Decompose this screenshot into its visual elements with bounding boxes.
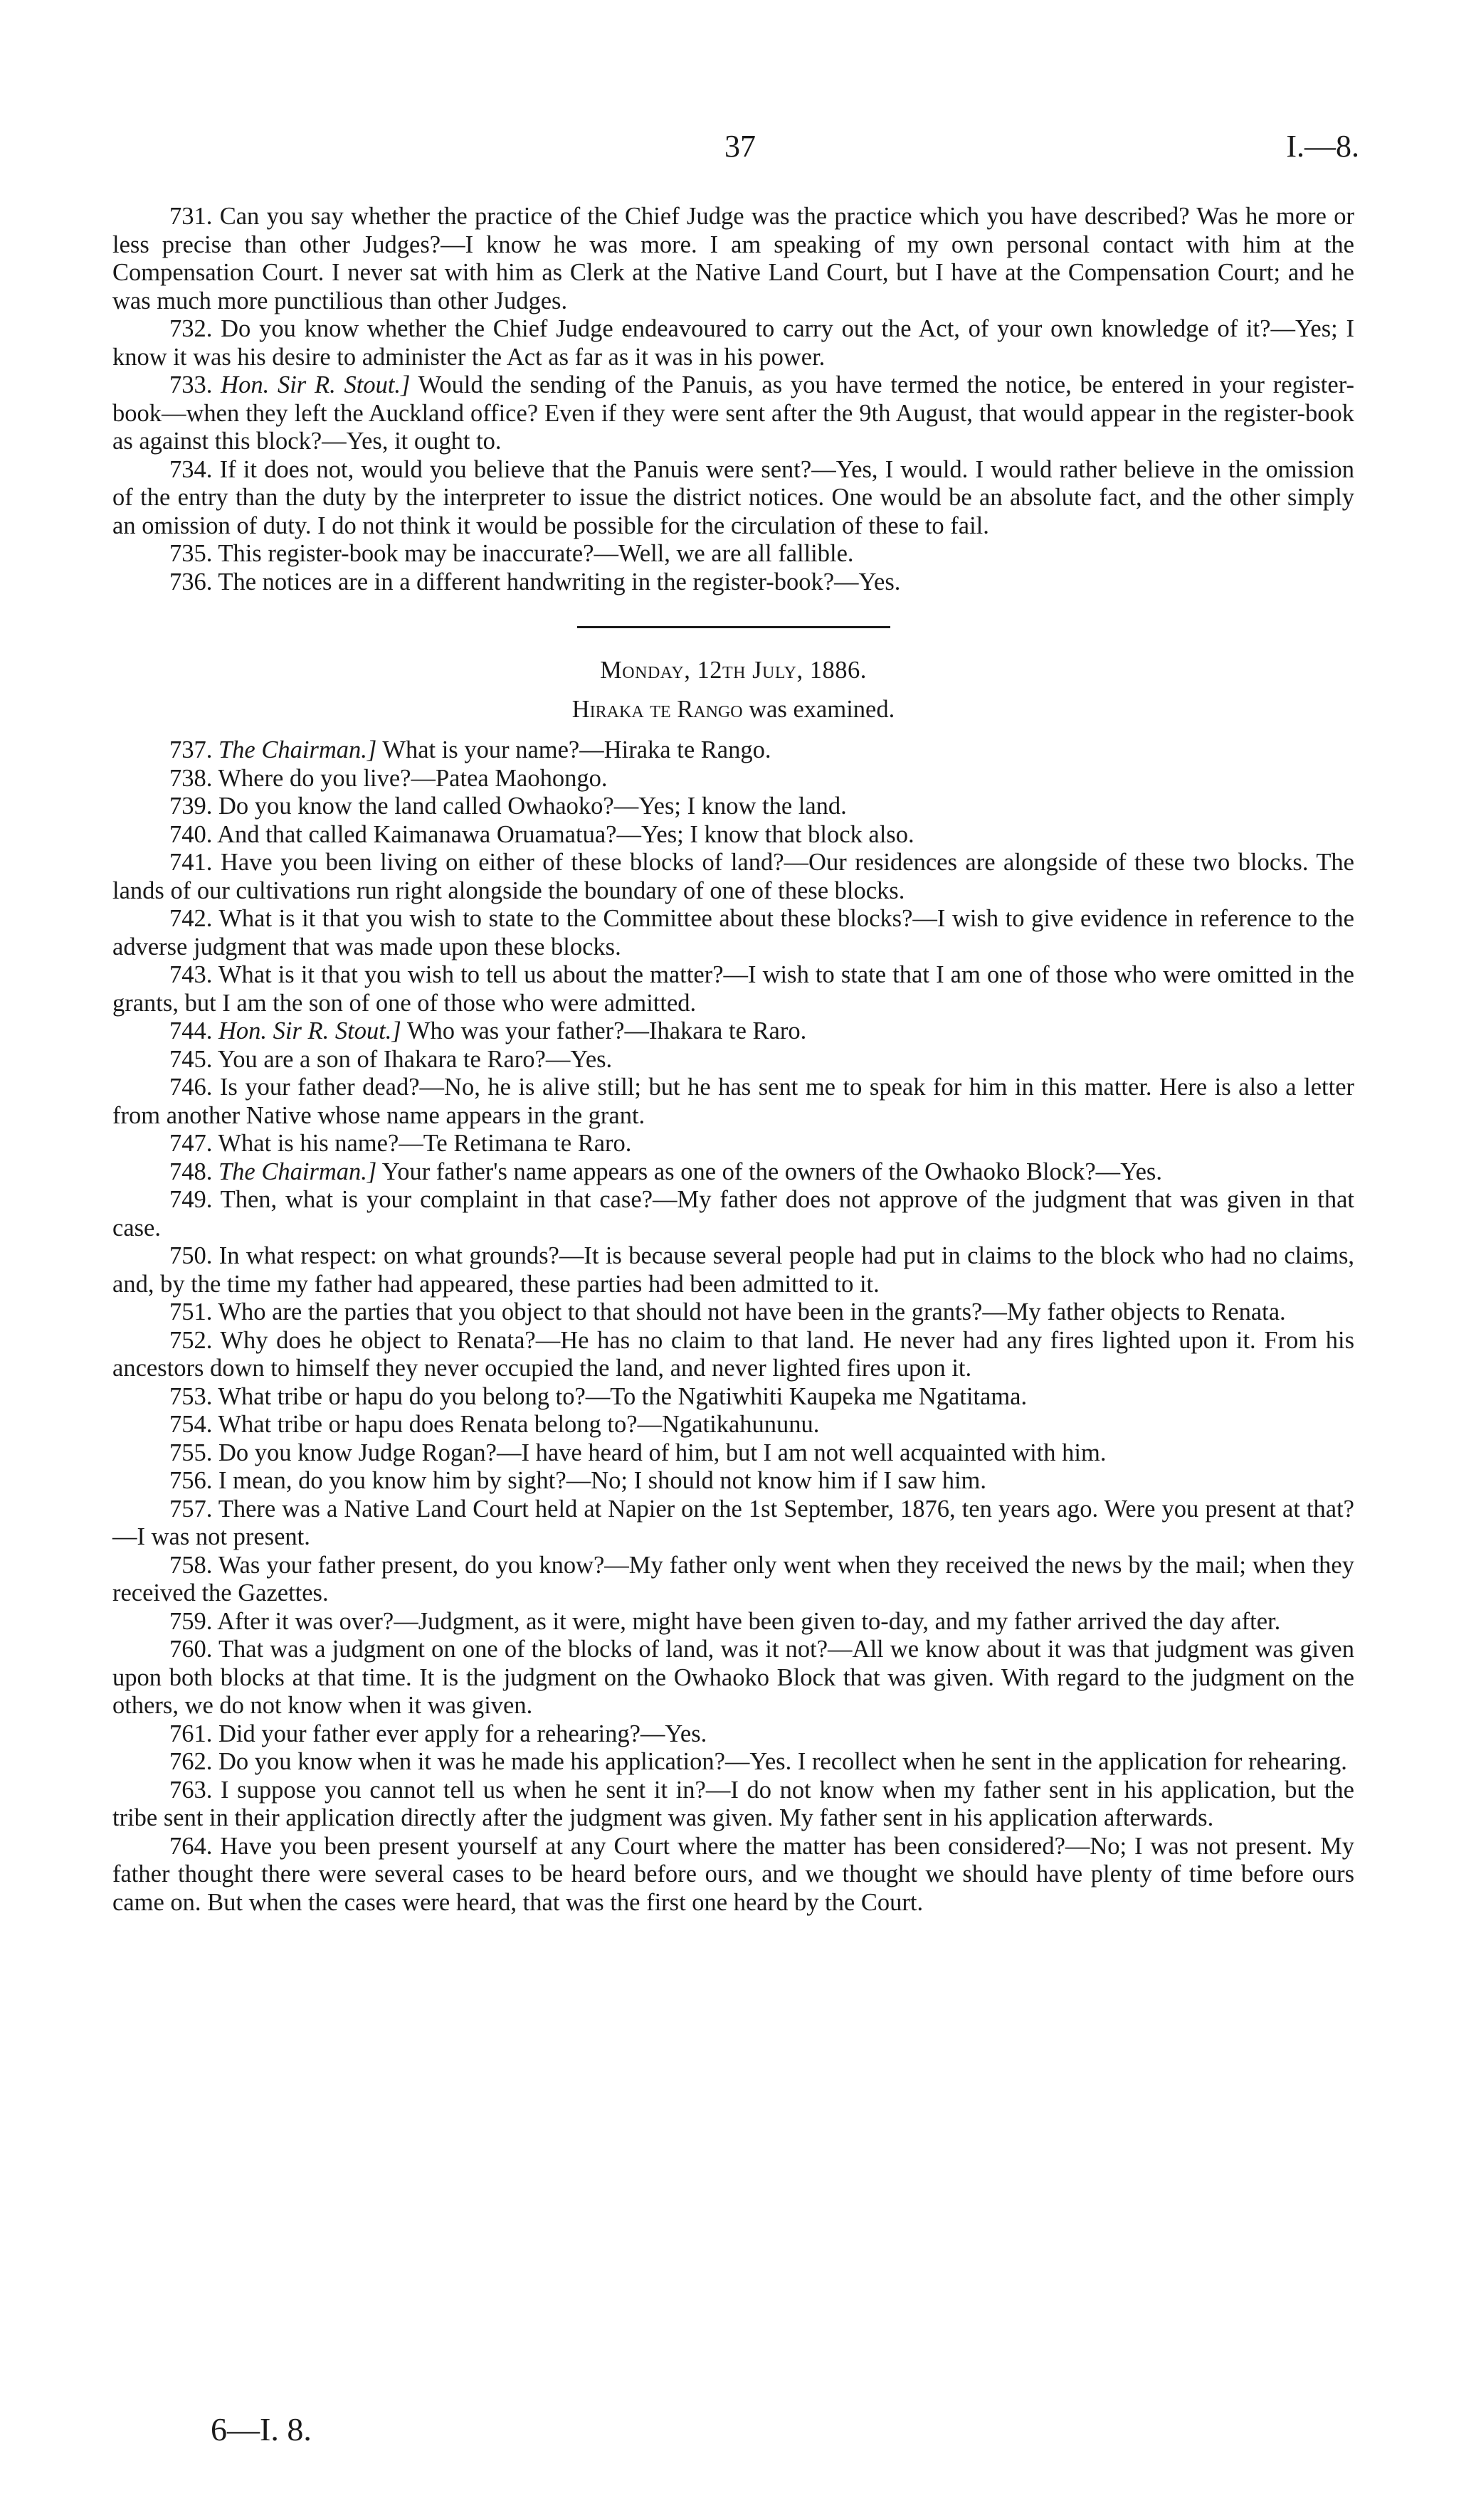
question-number: 746. [169, 1074, 213, 1101]
question-answer-750 [112, 1242, 1354, 1298]
question-text: Do you know whether the Chief Judge endeavoured to carry out the Act, of your own knowledge of it?—Yes; I know it was his desire to administer the Act as far as it was in his power. [112, 315, 1354, 371]
question-text: Do you know the land called Owhaoko?—Yes; I know the land. [218, 793, 847, 820]
question-answer-752 [112, 1327, 1354, 1383]
question-answer-737 [112, 736, 1354, 765]
question-number: 749. [169, 1186, 213, 1213]
question-text: That was a judgment on one of the blocks of land, was it not?—All we know about it was that judgment was given upon both blocks at that time. It is the judgment on the Owhaoko Block that was given. With regard to the judgment on the others, we do not know when it was given. [112, 1636, 1354, 1719]
question-text: Have you been present yourself at any Court where the matter has been considered?—No; I was not present. My father thought there were several cases to be heard before ours, and we thought we should have plenty of time before ours came on. But when the cases were heard, that was the first one heard by the Court. [112, 1832, 1354, 1916]
speaker-label: Hon. Sir R. Stout.] [218, 1017, 401, 1044]
question-text: Who are the parties that you object to that should not have been in the grants?—My father objects to Renata. [218, 1298, 1286, 1325]
question-text: The notices are in a different handwriting in the register-book?—Yes. [218, 568, 901, 595]
question-number: 764. [169, 1832, 213, 1860]
question-text: Where do you live?—Patea Maohongo. [218, 764, 608, 792]
date-heading: Monday, 12th July, 1886. [600, 657, 867, 684]
question-number: 740. [169, 820, 213, 848]
evidence-section-continued [112, 203, 1354, 596]
question-answer-734 [112, 456, 1354, 541]
page-number: 37 [724, 129, 756, 164]
question-number: 736. [169, 568, 213, 595]
question-answer-756 [112, 1467, 1354, 1495]
question-number: 735. [169, 540, 213, 567]
question-text: What is it that you wish to tell us about the matter?—I wish to state that I am one of those who were omitted in the grants, but I am the son of one of those who were admitted. [112, 961, 1354, 1017]
question-answer-735 [112, 540, 1354, 568]
question-number: 752. [169, 1326, 213, 1354]
question-text: Then, what is your complaint in that case?—My father does not approve of the judgment that was given in that case. [112, 1186, 1354, 1242]
question-number: 763. [169, 1776, 213, 1804]
page-header [114, 128, 1366, 178]
question-text: What is his name?—Te Retimana te Raro. [218, 1130, 632, 1157]
question-number: 732. [169, 315, 213, 342]
question-answer-763 [112, 1777, 1354, 1833]
question-number: 751. [169, 1298, 213, 1325]
question-answer-745 [112, 1046, 1354, 1074]
question-number: 750. [169, 1242, 213, 1269]
section-divider [577, 626, 890, 628]
question-number: 753. [169, 1382, 213, 1410]
question-answer-744 [112, 1017, 1354, 1046]
question-number: 762. [169, 1748, 213, 1775]
question-answer-746 [112, 1074, 1354, 1130]
body-text [112, 203, 1354, 1917]
question-text: Did your father ever apply for a rehearing?—Yes. [218, 1720, 707, 1747]
question-answer-743 [112, 961, 1354, 1017]
question-text: Your father's name appears as one of the owners of the Owhaoko Block?—Yes. [381, 1158, 1162, 1185]
question-text: And that called Kaimanawa Oruamatua?—Yes; I know that block also. [217, 820, 914, 848]
question-number: 758. [169, 1551, 213, 1579]
question-answer-732 [112, 315, 1354, 371]
question-number: 757. [169, 1495, 213, 1523]
question-answer-733 [112, 371, 1354, 456]
question-answer-754 [112, 1411, 1354, 1439]
question-answer-740 [112, 821, 1354, 849]
question-answer-761 [112, 1720, 1354, 1749]
printer-signature-mark: 6—I. 8. [211, 2411, 312, 2447]
question-text: Is your father dead?—No, he is alive still; but he has sent me to speak for him in this matter. Here is also a letter from another Native whose name appears in the grant. [112, 1074, 1355, 1129]
question-answer-749 [112, 1186, 1354, 1242]
question-text: What is your name?—Hiraka te Rango. [382, 736, 771, 763]
witness-name: Hiraka te Rango [571, 696, 743, 723]
question-text: There was a Native Land Court held at Napier on the 1st September, 1876, ten years ago. Were you present at that?—I was not present. [112, 1495, 1354, 1550]
question-text: Do you know when it was he made his application?—Yes. I recollect when he sent in the application for rehearing. [218, 1748, 1347, 1775]
question-number: 741. [169, 849, 213, 876]
question-text: What is it that you wish to state to the Committee about these blocks?—I wish to give evidence in reference to the adverse judgment that was made upon these blocks. [112, 905, 1354, 960]
question-number: 756. [169, 1467, 213, 1494]
question-text: This register-book may be inaccurate?—Well, we are all fallible. [218, 540, 854, 567]
question-text: Do you know Judge Rogan?—I have heard of him, but I am not well acquainted with him. [218, 1439, 1107, 1466]
evidence-section-new-witness [112, 736, 1354, 1917]
question-answer-748 [112, 1158, 1354, 1187]
question-number: 743. [169, 961, 213, 988]
question-answer-757 [112, 1495, 1354, 1552]
question-number: 739. [169, 793, 213, 820]
question-answer-747 [112, 1130, 1354, 1158]
question-answer-751 [112, 1298, 1354, 1327]
question-answer-738 [112, 765, 1354, 793]
paper-reference: I.—8. [1286, 129, 1359, 164]
question-number: 745. [169, 1045, 213, 1073]
question-number: 759. [169, 1607, 213, 1635]
speaker-label: The Chairman.] [218, 1158, 377, 1185]
question-text: Have you been living on either of these blocks of land?—Our residences are alongside of these two blocks. The lands of our cultivations run right alongside the boundary of one of these blocks. [112, 849, 1354, 904]
question-answer-731 [112, 203, 1354, 315]
question-number: 731. [169, 203, 213, 230]
question-text: What tribe or hapu do you belong to?—To the Ngatiwhiti Kaupeka me Ngatitama. [218, 1382, 1028, 1410]
question-answer-742 [112, 905, 1354, 961]
question-answer-741 [112, 849, 1354, 905]
question-answer-739 [112, 793, 1354, 821]
question-answer-758 [112, 1552, 1354, 1608]
speaker-label: The Chairman.] [218, 736, 377, 763]
question-number: 748. [169, 1158, 213, 1185]
question-text: Why does he object to Renata?—He has no claim to that land. He never had any fires lighted upon it. From his ancestors down to himself they never occupied the land, and never lighted fires upon it. [112, 1326, 1354, 1382]
question-answer-759 [112, 1608, 1354, 1636]
question-text: What tribe or hapu does Renata belong to?—Ngatikahununu. [218, 1411, 820, 1438]
question-number: 738. [169, 764, 213, 792]
question-answer-760 [112, 1636, 1354, 1720]
question-number: 761. [169, 1720, 213, 1747]
speaker-label: Hon. Sir R. Stout.] [221, 371, 411, 398]
witness-suffix: was examined. [742, 696, 895, 723]
question-answer-753 [112, 1383, 1354, 1412]
question-answer-755 [112, 1439, 1354, 1468]
question-answer-736 [112, 568, 1354, 597]
question-text: You are a son of Ihakara te Raro?—Yes. [217, 1045, 613, 1073]
question-number: 734. [169, 455, 213, 483]
question-text: I suppose you cannot tell us when he sent it in?—I do not know when my father sent in his application, but the tribe sent in their application directly after the judgment was given. My father sent in his application afterwards. [112, 1776, 1354, 1831]
question-number: 760. [169, 1636, 213, 1663]
question-number: 737. [169, 736, 213, 763]
question-text: If it does not, would you believe that the Panuis were sent?—Yes, I would. I would rather believe in the omission of the entry than the duty by the interpreter to issue the district notices. One would be an absolute fact, and the other simply an omission of duty. I do not think it would be possible for the circulation of these to fail. [112, 455, 1354, 539]
question-text: In what respect: on what grounds?—It is because several people had put in claims to the block who had no claims, and, by the time my father had appeared, these parties had been admitted to it. [112, 1242, 1355, 1298]
question-number: 754. [169, 1411, 213, 1438]
question-text: Can you say whether the practice of the Chief Judge was the practice which you have described? Was he more or less precise than other Judges?—I know he was more. I am speaking of my own personal contact with him at the Compensation Court. I never sat with him as Clerk at the Native Land Court, but I have at the Compensation Court; and he was much more punctilious than other Judges. [112, 203, 1355, 314]
question-number: 742. [169, 905, 213, 932]
question-text: Was your father present, do you know?—My father only went when they received the news by the mail; when they received the Gazettes. [112, 1551, 1354, 1606]
witness-line [112, 696, 1354, 724]
question-text: Would the sending of the Panuis, as you have termed the notice, be entered in your register-book—when they left the Auckland office? Even if they were sent after the 9th August, that would appear in the register-book as against this block?—Yes, it ought to. [112, 371, 1354, 455]
question-number: 744. [169, 1017, 213, 1044]
question-answer-764 [112, 1833, 1354, 1917]
question-text: After it was over?—Judgment, as it were, might have been given to-day, and my father arrived the day after. [217, 1607, 1281, 1635]
question-number: 733. [169, 371, 213, 398]
question-answer-762 [112, 1748, 1354, 1777]
question-text: I mean, do you know him by sight?—No; I should not know him if I saw him. [218, 1467, 987, 1494]
question-number: 755. [169, 1439, 213, 1466]
question-number: 747. [169, 1130, 213, 1157]
question-text: Who was your father?—Ihakara te Raro. [406, 1017, 807, 1044]
